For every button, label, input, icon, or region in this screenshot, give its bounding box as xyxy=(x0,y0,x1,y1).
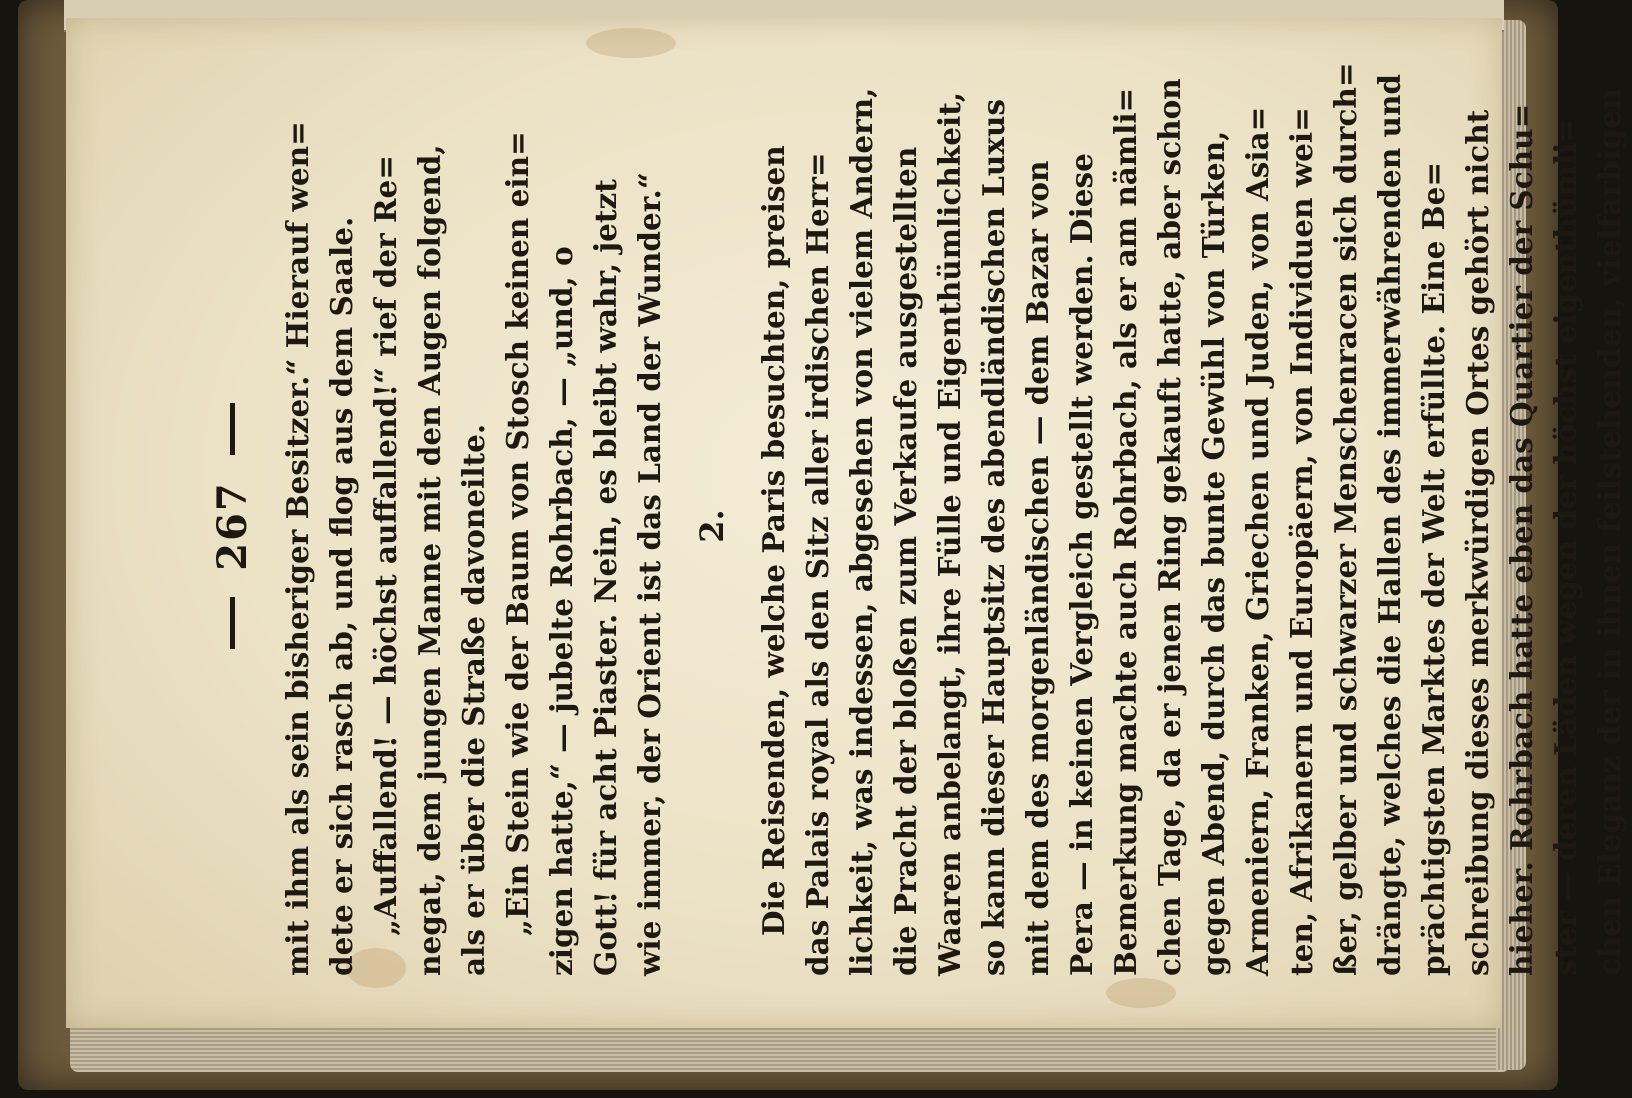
text-line: Gott! für acht Piaster. Nein, es bleibt wahr, jetzt xyxy=(588,179,623,976)
text-line: chen Eleganz der in ihnen feilstehenden, vielfarbigen xyxy=(1592,88,1627,976)
text-line: mit ihm als sein bisheriger Besitzer.“ Hierauf wen= xyxy=(280,121,315,976)
text-line: Waaren anbelangt, ihre Fülle und Eigenthümlichkeit, xyxy=(932,91,967,976)
header-dash-right xyxy=(230,403,235,455)
text-line: ßer, gelber und schwarzer Menschenracen sich durch= xyxy=(1328,62,1363,976)
text-line: lichkeit, was indessen, abgesehen von vielem Andern, xyxy=(844,87,879,976)
section-number: 2. xyxy=(693,509,731,543)
text-line: prächtigsten Marktes der Welt erfüllte. Eine Be= xyxy=(1416,161,1451,976)
text-line: ster — deren Läden wegen der höchst eigenthümli= xyxy=(1548,117,1583,976)
rotated-text-column xyxy=(202,62,1627,976)
text-line: chen Tage, da er jenen Ring gekauft hatte, aber schon xyxy=(1152,78,1187,976)
text-line: als er über die Straße davoneilte. xyxy=(456,423,491,976)
text-line: negat, dem jungen Manne mit den Augen folgend, xyxy=(412,144,447,976)
text-line: Die Reisenden, welche Paris besuchten, preisen xyxy=(756,145,791,936)
text-line: dete er sich rasch ab, und flog aus dem Saale. xyxy=(324,216,359,976)
page-number: 267 xyxy=(208,481,256,571)
text-line: das Palais royal als den Sitz aller irdischen Herr= xyxy=(800,152,835,976)
paper-stain xyxy=(586,28,676,58)
text-line: wie immer, der Orient ist das Land der Wunder.“ xyxy=(632,172,667,976)
text-line: zigen hatte,“ — jubelte Rohrbach, — „und, o xyxy=(544,246,579,976)
text-line: Bemerkung machte auch Rohrbach, als er am nämli= xyxy=(1108,87,1143,976)
text-line: mit dem des morgenländischen — dem Bazar von xyxy=(1020,160,1055,976)
text-line: Pera — in keinen Vergleich gestellt werden. Diese xyxy=(1064,153,1099,976)
text-line: so kann dieser Hauptsitz des abendländischen Luxus xyxy=(976,98,1011,976)
page-header xyxy=(202,116,262,936)
text-line: gegen Abend, durch das bunte Gewühl von Türken, xyxy=(1196,130,1231,976)
text-line: „Ein Stein wie der Baum von Stosch keinen ein= xyxy=(500,131,535,936)
body-text xyxy=(276,62,1632,976)
text-line: „Auffallend! — höchst auffallend!“ rief der Re= xyxy=(368,155,403,936)
header-dash-left xyxy=(230,597,235,649)
text-line: ten, Afrikanern und Europäern, von Individuen wei= xyxy=(1284,107,1319,976)
paper-stain xyxy=(1106,978,1176,1008)
text-line: Armeniern, Franken, Griechen und Juden, von Asia= xyxy=(1240,106,1275,976)
text-line: schreibung dieses merkwürdigen Ortes gehört nicht xyxy=(1460,109,1495,976)
text-line: drängte, welches die Hallen des immerwährenden und xyxy=(1372,73,1407,976)
text-line: hieher. Rohrbach hatte eben das Quartier der Schu= xyxy=(1504,103,1539,976)
text-line: die Pracht der bloßen zum Verkaufe ausgestellten xyxy=(888,146,923,976)
